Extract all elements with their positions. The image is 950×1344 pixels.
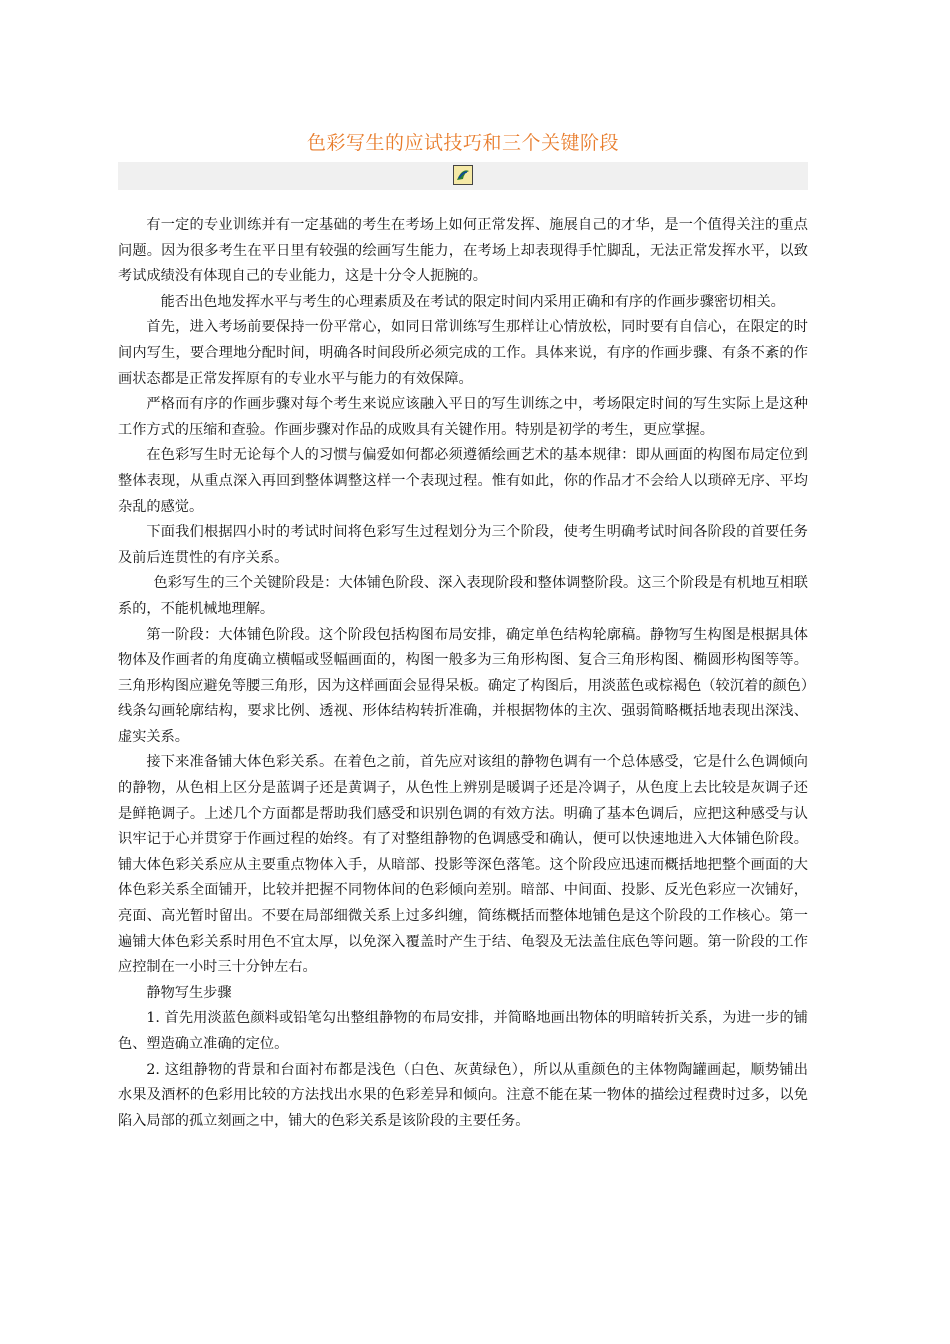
paragraph: 第一阶段：大体铺色阶段。这个阶段包括构图布局安排，确定单色结构轮廓稿。静物写生构图是根据具体物体及作画者的角度确立横幅或竖幅画面的，构图一般多为三角形构图、复合三角形构图、椭圆形构图等等。三角形构图应避免等腰三角形，因为这样画面会显得呆板。确定了构图后，用淡蓝色或棕褐色（较沉着的颜色）线条勾画轮廓结构，要求比例、透视、形体结构转折准确，并根据物体的主次、强弱简略概括地表现出深浅、虚实关系。 [118, 626, 808, 745]
title-bar [118, 162, 808, 190]
paragraph: 严格而有序的作画步骤对每个考生来说应该融入平日的写生训练之中，考场限定时间的写生实际上是这种工作方式的压缩和查验。作画步骤对作品的成败具有关键作用。特别是初学的考生，更应掌握。 [118, 396, 808, 438]
paragraph: 下面我们根据四小时的考试时间将色彩写生过程划分为三个阶段，使考生明确考试时间各阶段的首要任务及前后连贯性的有序关系。 [118, 524, 808, 566]
step-item: 1. 首先用淡蓝色颜料或铅笔勾出整组静物的布局安排，并简略地画出物体的明暗转折关系，为进一步的铺色、塑造确立准确的定位。 [118, 1010, 808, 1052]
paragraph: 在色彩写生时无论每个人的习惯与偏爱如何都必须遵循绘画艺术的基本规律：即从画面的构图布局定位到整体表现，从重点深入再回到整体调整这样一个表现过程。惟有如此，你的作品才不会给人以琐碎无序、平均杂乱的感觉。 [118, 447, 808, 515]
document-link-icon[interactable] [453, 165, 473, 185]
paragraph: 首先，进入考场前要保持一份平常心，如同日常训练写生那样让心情放松，同时要有自信心，在限定的时间内写生，要合理地分配时间，明确各时间段所必须完成的工作。具体来说，有序的作画步骤、有条不紊的作画状态都是正常发挥原有的专业水平与能力的有效保障。 [118, 319, 808, 387]
article-body [118, 213, 808, 1134]
document-title: 色彩写生的应试技巧和三个关键阶段 [306, 132, 619, 154]
document-page [118, 128, 808, 1134]
paragraph: 有一定的专业训练并有一定基础的考生在考场上如何正常发挥、施展自己的才华，是一个值得关注的重点问题。因为很多考生在平日里有较强的绘画写生能力，在考场上却表现得手忙脚乱，无法正常发挥水平，以致考试成绩没有体现自己的专业能力，这是十分令人扼腕的。 [118, 217, 808, 285]
paragraph: 能否出色地发挥水平与考生的心理素质及在考试的限定时间内采用正确和有序的作画步骤密切相关。 [160, 293, 785, 310]
section-heading: 静物写生步骤 [146, 984, 232, 1001]
step-item: 2. 这组静物的背景和台面衬布都是浅色（白色、灰黄绿色），所以从重颜色的主体物陶罐画起，顺势铺出水果及酒杯的色彩用比较的方法找出水果的色彩差异和倾向。注意不能在某一物体的描绘过程费时过多，以免陷入局部的孤立刻画之中，铺大的色彩关系是该阶段的主要任务。 [118, 1061, 808, 1129]
paragraph: 接下来准备铺大体色彩关系。在着色之前，首先应对该组的静物色调有一个总体感受，它是什么色调倾向的静物，从色相上区分是蓝调子还是黄调子，从色性上辨别是暖调子还是冷调子，从色度上去比较是灰调子还是鲜艳调子。上述几个方面都是帮助我们感受和识别色调的有效方法。明确了基本色调后，应把这种感受与认识牢记于心并贯穿于作画过程的始终。有了对整组静物的色调感受和确认，便可以快速地进入大体铺色阶段。铺大体色彩关系应从主要重点物体入手，从暗部、投影等深色落笔。这个阶段应迅速而概括地把整个画面的大体色彩关系全面铺开，比较并把握不同物体间的色彩倾向差别。暗部、中间面、投影、反光色彩应一次铺好，亮面、高光暂时留出。不要在局部细微关系上过多纠缠，简练概括而整体地铺色是这个阶段的工作核心。第一遍铺大体色彩关系时用色不宜太厚，以免深入覆盖时产生于结、龟裂及无法盖住底色等问题。第一阶段的工作应控制在一小时三十分钟左右。 [118, 754, 808, 976]
paragraph: 色彩写生的三个关键阶段是：大体铺色阶段、深入表现阶段和整体调整阶段。这三个阶段是有机地互相联系的，不能机械地理解。 [118, 575, 808, 617]
